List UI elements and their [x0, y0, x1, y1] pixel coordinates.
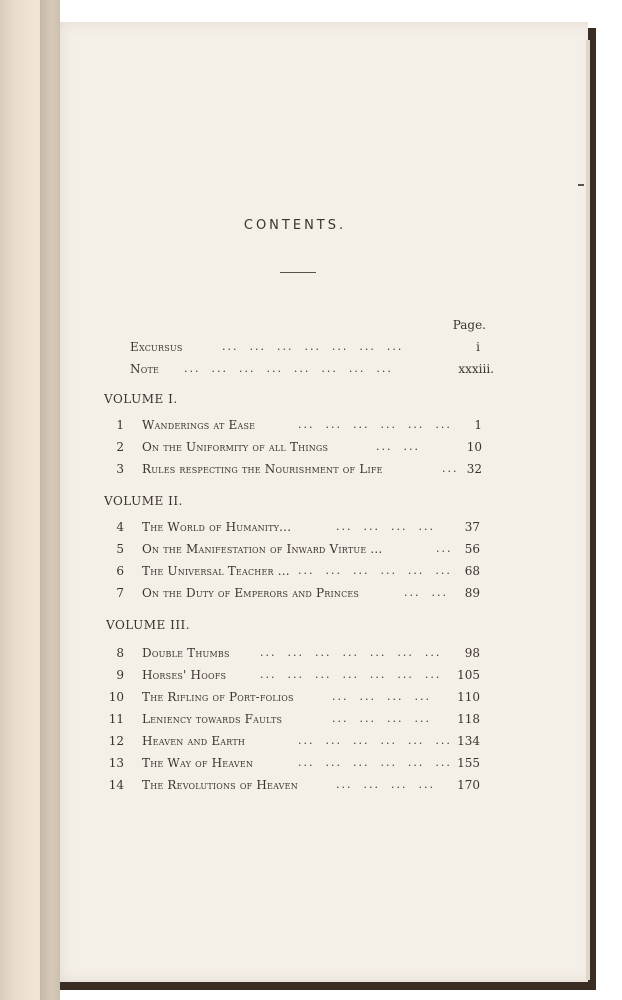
chapter-number: 9	[116, 668, 124, 682]
leader-dots: ... ... ... ... ... ...	[298, 564, 452, 577]
chapter-number: 11	[108, 712, 124, 726]
toc-entry	[104, 756, 484, 772]
toc-entry	[130, 362, 494, 378]
chapter-title: Leniency towards Faults	[142, 712, 283, 726]
toc-entry	[104, 778, 484, 794]
leader-dots: ... ... ... ... ... ... ... ...	[184, 362, 393, 375]
toc-entry	[104, 542, 484, 558]
chapter-page: 134	[457, 734, 480, 748]
toc-entry	[104, 586, 484, 602]
leader-dots: ... ... ... ... ... ...	[298, 734, 452, 747]
entry-page: xxxiii.	[458, 362, 494, 376]
entry-title: Excursus	[130, 340, 183, 354]
page-mark	[578, 184, 584, 186]
leader-dots: ... ... ... ... ... ... ...	[260, 646, 442, 659]
chapter-title: Heaven and Earth	[142, 734, 246, 748]
chapter-title: The Revolutions of Heaven	[142, 778, 298, 792]
chapter-number: 7	[116, 586, 124, 600]
chapter-title: Rules respecting the Nourishment of Life	[142, 462, 383, 476]
chapter-title: Wanderings at Ease	[142, 418, 256, 432]
leader-dots: ... ... ... ... ... ... ...	[222, 340, 404, 353]
chapter-page: 110	[457, 690, 480, 704]
chapter-number: 14	[108, 778, 124, 792]
leader-dots: ... ... ... ...	[336, 520, 435, 533]
entry-title: Note	[130, 362, 160, 376]
chapter-number: 2	[116, 440, 124, 454]
chapter-title: On the Duty of Emperors and Princes	[142, 586, 360, 600]
chapter-title: On the Manifestation of Inward Virtue ...	[142, 542, 383, 556]
toc-entry	[104, 712, 484, 728]
chapter-title: The Rifling of Port-folios	[142, 690, 294, 704]
chapter-page: 89	[464, 586, 480, 600]
toc-entry	[104, 418, 484, 434]
toc-entry	[104, 690, 484, 706]
toc-entry	[104, 440, 484, 456]
chapter-number: 8	[116, 646, 124, 660]
toc-entry	[104, 668, 484, 684]
toc-entry	[104, 462, 484, 478]
entry-page: i	[476, 340, 480, 354]
page-column-header: Page.	[452, 318, 486, 332]
leader-dots: ... ... ... ...	[332, 690, 431, 703]
chapter-page: 105	[457, 668, 480, 682]
toc-entry	[104, 734, 484, 750]
toc-entry	[104, 564, 484, 580]
chapter-title: Double Thumbs	[142, 646, 230, 660]
leader-dots: ... ... ... ... ... ...	[298, 418, 452, 431]
chapter-title: On the Uniformity of all Things	[142, 440, 329, 454]
leader-dots: ... ... ... ...	[332, 712, 431, 725]
leader-dots: ...	[436, 542, 453, 555]
chapter-number: 1	[116, 418, 124, 432]
leader-dots: ... ...	[376, 440, 420, 453]
chapter-page: 155	[457, 756, 480, 770]
chapter-number: 5	[116, 542, 124, 556]
chapter-number: 3	[116, 462, 124, 476]
chapter-number: 10	[108, 690, 124, 704]
chapter-page: 32	[466, 462, 482, 476]
chapter-number: 6	[116, 564, 124, 578]
toc-entry	[130, 340, 490, 356]
page-edge	[586, 40, 590, 980]
title-rule	[280, 272, 316, 273]
chapter-page: 37	[464, 520, 480, 534]
leader-dots: ...	[442, 462, 459, 475]
volume-heading: VOLUME I.	[104, 392, 178, 406]
chapter-page: 68	[464, 564, 480, 578]
chapter-title: The Universal Teacher ...	[142, 564, 290, 578]
volume-heading: VOLUME II.	[104, 494, 183, 508]
leader-dots: ... ...	[404, 586, 448, 599]
chapter-page: 10	[466, 440, 482, 454]
gutter-shadow	[40, 0, 60, 1000]
chapter-title: The World of Humanity...	[142, 520, 292, 534]
contents-title: CONTENTS.	[243, 218, 347, 233]
volume-heading: VOLUME III.	[106, 618, 191, 632]
leader-dots: ... ... ... ...	[336, 778, 435, 791]
chapter-page: 118	[457, 712, 480, 726]
leader-dots: ... ... ... ... ... ...	[298, 756, 452, 769]
chapter-number: 4	[116, 520, 124, 534]
toc-entry	[104, 646, 484, 662]
toc-entry	[104, 520, 484, 536]
chapter-number: 13	[108, 756, 124, 770]
chapter-page: 1	[474, 418, 482, 432]
leader-dots: ... ... ... ... ... ... ...	[260, 668, 442, 681]
chapter-page: 56	[464, 542, 480, 556]
chapter-page: 170	[457, 778, 480, 792]
chapter-title: The Way of Heaven	[142, 756, 254, 770]
chapter-number: 12	[108, 734, 124, 748]
chapter-page: 98	[464, 646, 480, 660]
chapter-title: Horses' Hoofs	[142, 668, 227, 682]
